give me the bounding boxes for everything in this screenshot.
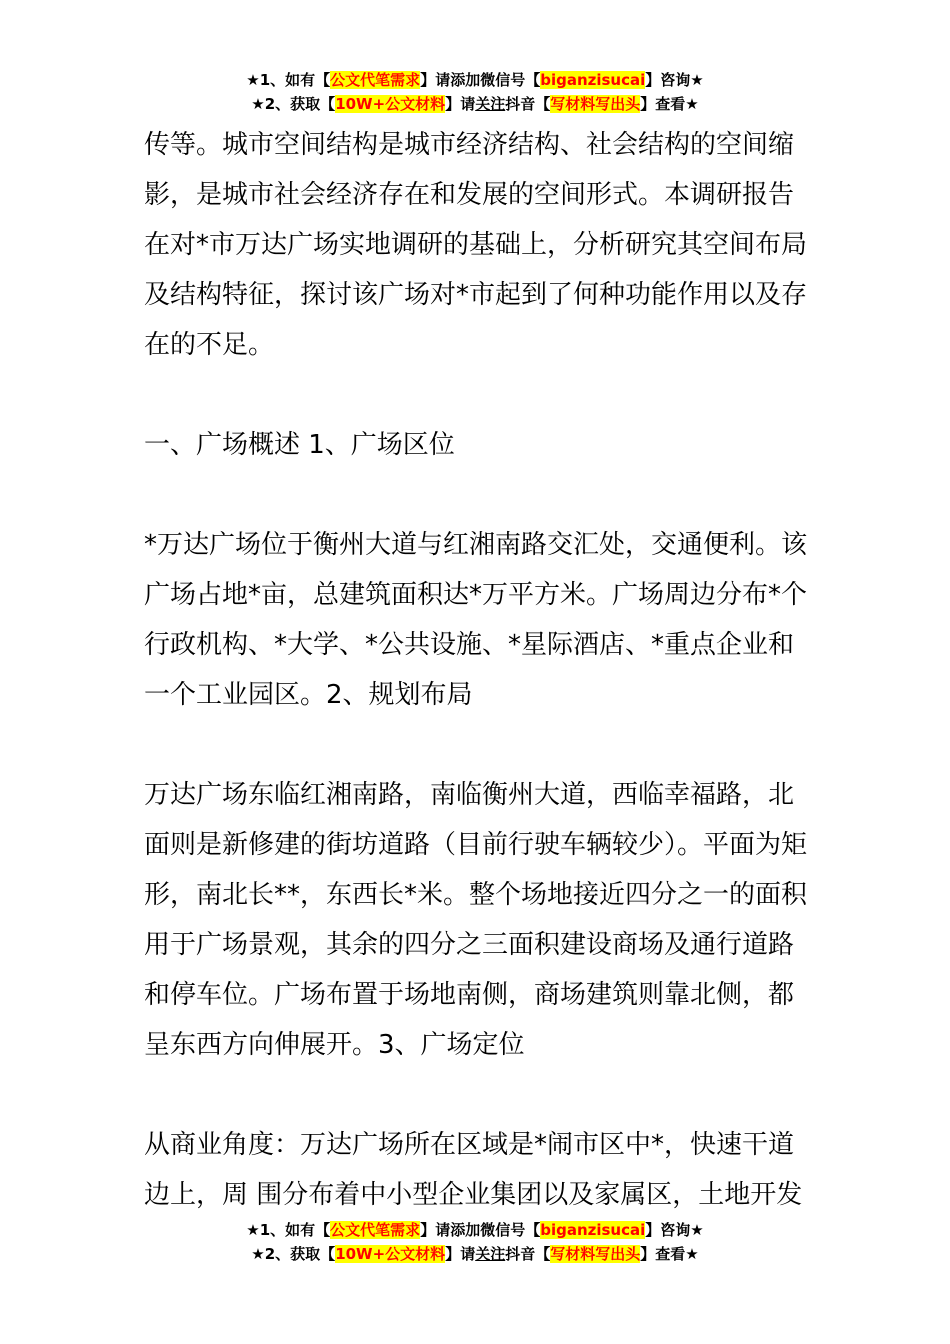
footer-highlight-douyin: 写材料写出头	[550, 1245, 641, 1263]
paragraph-intro: 传等。城市空间结构是城市经济结构、社会结构的空间缩影，是城市社会经济存在和发展的空间形式。本调研报告在对*市万达广场实地调研的基础上，分析研究其空间布局及结构特征，探讨该广场对*市起到了何种功能作用以及存在的不足。	[144, 130, 808, 360]
section-heading: 一、广场概述 1、广场区位	[144, 430, 455, 460]
paragraph-layout: 万达广场东临红湘南路，南临衡州大道，西临幸福路，北面则是新修建的街坊道路（目前行驶车辆较少）。平面为矩形，南北长**，东西长*米。整个场地接近四分之一的面积用于广场景观，其余的四分之三面积建设商场及通行道路和停车位。广场布置于场地南侧，商场建筑则靠北侧，都呈东西方向伸展开。3、广场定位	[144, 780, 808, 1060]
highlight-wechat-id: biganzisucai	[540, 71, 646, 89]
document-body	[144, 120, 814, 1220]
highlight-service: 公文代笔需求	[330, 71, 421, 89]
footer-highlight-materials: 10W+公文材料	[335, 1245, 446, 1263]
footer-line-1: ★1、如有【公文代笔需求】请添加微信号【biganzisucai】咨询★	[246, 1221, 704, 1239]
paragraph-positioning: 从商业角度：万达广场所在区域是*闹市区中*，快速干道边上，周 围分布着中小型企业集团以及家属区，土地开发	[144, 1130, 803, 1210]
footer-highlight-service: 公文代笔需求	[330, 1221, 421, 1239]
paragraph-location: *万达广场位于衡州大道与红湘南路交汇处，交通便利。该广场占地*亩，总建筑面积达*万平方米。广场周边分布*个行政机构、*大学、*公共设施、*星际酒店、*重点企业和一个工业园区。2、规划布局	[144, 530, 808, 710]
banner-line-1: ★1、如有【公文代笔需求】请添加微信号【biganzisucai】咨询★	[246, 71, 704, 89]
footer-line-2: ★2、获取【10W+公文材料】请关注抖音【写材料写出头】查看★	[251, 1245, 699, 1263]
banner-line-2: ★2、获取【10W+公文材料】请关注抖音【写材料写出头】查看★	[251, 95, 699, 113]
footer-highlight-wechat-id: biganzisucai	[540, 1221, 646, 1239]
highlight-materials: 10W+公文材料	[335, 95, 446, 113]
footer-banner	[0, 1218, 950, 1266]
header-banner	[0, 68, 950, 116]
highlight-douyin: 写材料写出头	[550, 95, 641, 113]
